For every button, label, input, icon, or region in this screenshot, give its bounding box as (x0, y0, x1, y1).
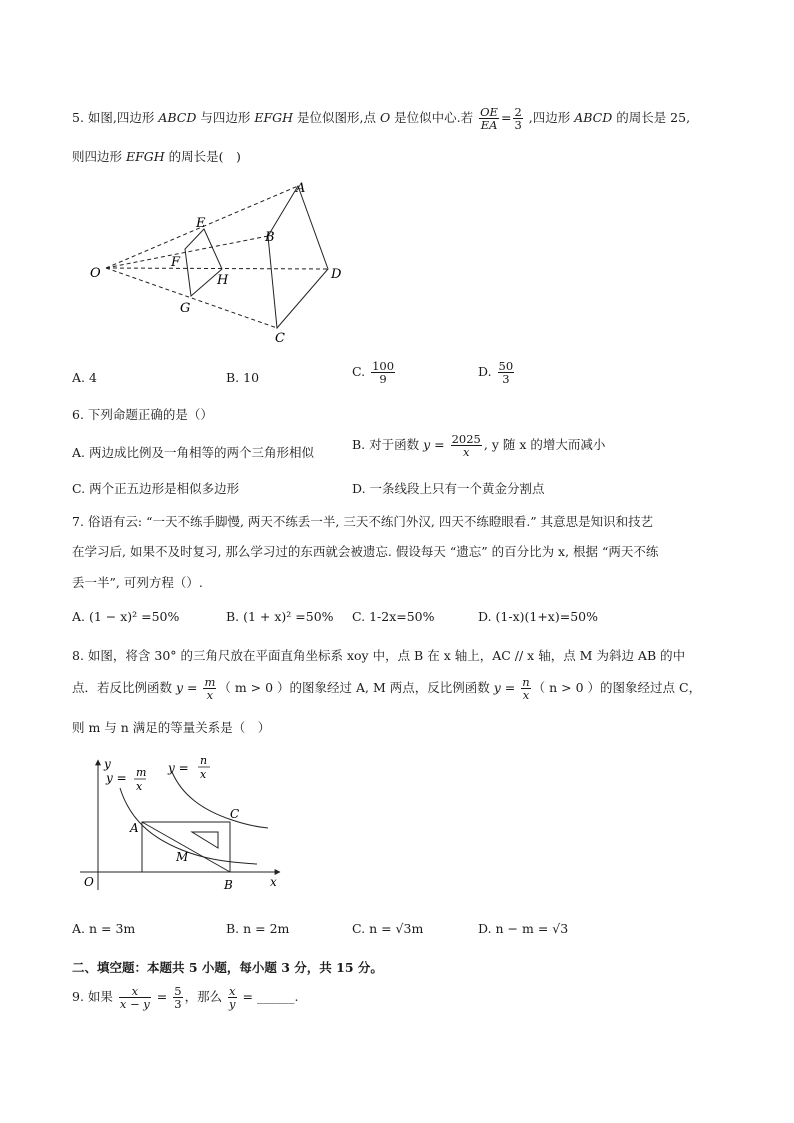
q8-text: 点．若反比例函数 (72, 680, 176, 696)
q6-option-b-y: y (423, 437, 431, 453)
q6-option-b-num: 2025 (451, 432, 481, 446)
q7-option-a[interactable]: A. (1 − x)² =50% (72, 609, 180, 624)
label-x-axis: x (270, 875, 277, 889)
q5-option-b[interactable]: B. 10 (226, 370, 260, 385)
q5-option-c[interactable] (352, 360, 397, 385)
q6-option-d[interactable]: D. 一条线段上只有一个黄金分割点 (352, 481, 545, 496)
q5-text: 是位似中心.若 (390, 110, 478, 126)
q9-answer-blank[interactable]: = ______. (238, 989, 299, 1005)
q9-fraction-3 (228, 985, 237, 1010)
q5-value-fraction (513, 106, 522, 131)
q9-num3: x (229, 984, 236, 998)
q5-abcd: ABCD (574, 110, 613, 126)
q7-option-c[interactable]: C. 1-2x=50% (352, 609, 435, 624)
q9-den3: y (229, 997, 236, 1012)
label-y-axis: y (104, 757, 111, 771)
q6-stem: 6. 下列命题正确的是（） (72, 407, 213, 422)
q8-eq: = (183, 680, 202, 696)
q5-line2 (72, 147, 241, 165)
q8-option-a[interactable]: A. n = 3m (72, 921, 136, 936)
label-curve-n-num: n (200, 754, 208, 767)
q5-val-den: 3 (514, 118, 522, 133)
q8-den-x: x (206, 688, 214, 703)
q5-text: 5. 如图,四边形 (72, 110, 159, 126)
label-c: C (275, 331, 285, 346)
q6-option-c[interactable]: C. 两个正五边形是相似多边形 (72, 481, 240, 496)
q9-num2: 5 (174, 984, 182, 998)
q5-ratio-den: EA (480, 118, 498, 133)
q7-line2: 在学习后, 如果不及时复习, 那么学习过的东西就会被遗忘. 假设每天 “遗忘” 的百分比为 x, 根据 “两天不练 (72, 544, 659, 559)
q8-den-x: x (522, 688, 530, 703)
q5-text: 的周长是 25, (612, 110, 691, 126)
q6-option-b-fraction (451, 433, 482, 458)
label-h: H (217, 273, 229, 288)
q5-text: 的周长是( ) (164, 149, 241, 164)
q5-text: ,四边形 (524, 110, 575, 126)
label-curve-m-num: m (136, 766, 147, 779)
label-a: A (130, 821, 139, 835)
q5-option-d-label: D. (478, 364, 492, 380)
label-b: B (265, 230, 275, 245)
q8-line2 (72, 676, 701, 701)
q5-line1 (72, 106, 690, 131)
label-curve-n-lhs: y = (168, 761, 189, 775)
q6-option-b-text: , y 随 x 的增大而减小 (483, 437, 606, 453)
q6-option-b-eq: = (430, 437, 449, 453)
q5-efgh: EFGH (254, 110, 294, 126)
label-e: E (196, 216, 206, 231)
q9-den1: x − y (119, 997, 150, 1012)
q8-y: y (493, 680, 501, 696)
q8-figure (72, 750, 292, 900)
q7-line3: 丢一半”, 可列方程（）. (72, 575, 203, 590)
q9-text: ，那么 (184, 989, 227, 1005)
q5-option-d[interactable] (478, 360, 516, 385)
q5-ratio-fraction (479, 106, 499, 131)
curve-m (120, 788, 257, 864)
q8-num-n: n (522, 675, 530, 689)
q5-ratio-num: OE (480, 105, 498, 119)
q9-den2: 3 (174, 997, 182, 1012)
q5-option-a[interactable]: A. 4 (72, 370, 97, 385)
q7-line1: 7. 俗语有云: “一天不练手脚慢, 两天不练丢一半, 三天不练门外汉, 四天不练瞪眼看.” 其意思是知识和技艺 (72, 514, 654, 529)
q8-fraction-n (521, 676, 530, 701)
q5-o: O (379, 110, 391, 126)
q5-text: 与四边形 (196, 110, 255, 126)
q5-text: 是位似图形,点 (293, 110, 380, 126)
q5-text: 则四边形 (72, 149, 126, 164)
label-curve-m-den: x (136, 780, 143, 793)
q9-text: 9. 如果 (72, 989, 117, 1005)
label-g: G (180, 301, 191, 316)
label-c: C (230, 807, 240, 821)
q8-option-c[interactable]: C. n = √3m (352, 921, 424, 936)
q5-option-c-label: C. (352, 364, 366, 380)
q9-eq: = (152, 989, 172, 1005)
q8-text: （ m > 0 ）的图象经过 A, M 两点，反比例函数 (218, 680, 494, 696)
label-a: A (296, 181, 306, 196)
ray-oc (106, 268, 277, 328)
label-d: D (331, 267, 342, 282)
curve-n (172, 772, 268, 828)
label-m: M (176, 850, 189, 864)
q5-figure (80, 176, 350, 348)
section-heading: 二、填空题：本题共 5 小题，每小题 3 分，共 15 分。 (72, 960, 383, 975)
q6-option-a[interactable]: A. 两边成比例及一角相等的两个三角形相似 (72, 445, 314, 460)
q8-line1: 8. 如图，将含 30° 的三角尺放在平面直角坐标系 xoy 中，点 B 在 x 轴上，AC // x 轴，点 M 为斜边 AB 的中 (72, 648, 686, 663)
q5-option-d-num: 50 (498, 359, 514, 373)
q6-option-b[interactable] (352, 433, 605, 458)
q6-option-b-text: B. 对于函数 (352, 437, 424, 453)
q9-num1: x (119, 985, 151, 998)
q8-option-b[interactable]: B. n = 2m (226, 921, 290, 936)
q6-option-b-den: x (462, 445, 470, 460)
q5-abcd: ABCD (158, 110, 197, 126)
q5-option-d-fraction (498, 360, 515, 385)
q9-fraction-2 (173, 985, 182, 1010)
q5-eq: = (500, 110, 512, 126)
q5-val-num: 2 (514, 105, 522, 119)
q8-line3: 则 m 与 n 满足的等量关系是（ ） (72, 720, 271, 735)
quad-abcd (268, 186, 328, 328)
q8-y: y (175, 680, 184, 696)
label-o: O (90, 266, 101, 281)
q5-efgh: EFGH (125, 149, 165, 164)
q8-eq: = (500, 680, 520, 696)
q5-option-d-den: 3 (502, 372, 510, 387)
label-b: B (224, 878, 233, 892)
q5-option-c-den: 9 (379, 372, 387, 387)
inner-triangle (192, 832, 218, 848)
q8-option-d[interactable]: D. n − m = √3 (478, 921, 569, 936)
label-curve-n-den: x (200, 768, 207, 781)
q9-line (72, 985, 298, 1010)
q8-text: （ n > 0 ）的图象经过点 C， (532, 680, 702, 696)
q5-option-c-num: 100 (372, 359, 395, 373)
q7-option-b[interactable]: B. (1 + x)² =50% (226, 609, 334, 624)
q7-option-d[interactable]: D. (1-x)(1+x)=50% (478, 609, 598, 624)
q8-num-m: m (204, 675, 216, 689)
q5-option-c-fraction (371, 360, 395, 385)
label-curve-m-lhs: y = (106, 771, 127, 785)
q8-fraction-m (203, 676, 216, 701)
label-f: F (171, 255, 181, 270)
label-o: O (84, 875, 94, 889)
q9-fraction-1 (119, 985, 151, 1010)
ray-od (106, 268, 328, 269)
